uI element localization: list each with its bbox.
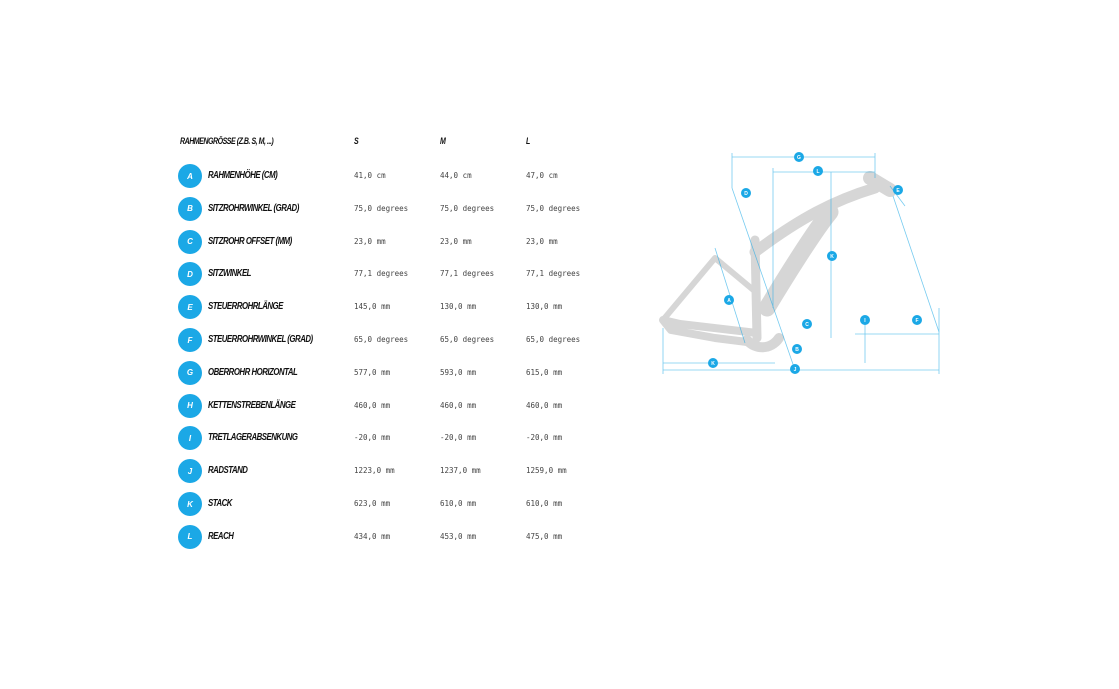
value-l: 47,0 cm (526, 171, 558, 180)
svg-text:E: E (896, 188, 900, 194)
table-row (178, 525, 638, 551)
table-row (178, 394, 638, 420)
value-l: 75,0 degrees (526, 203, 581, 213)
row-label: KETTENSTREBENLÄNGE (208, 399, 296, 411)
marker-g (794, 152, 804, 162)
table-row (178, 262, 638, 288)
row-key-badge: C (178, 230, 202, 254)
value-l: 460,0 mm (526, 400, 563, 410)
svg-text:B: B (795, 347, 799, 353)
table-row (178, 459, 638, 485)
row-key-badge: A (178, 164, 202, 188)
svg-text:D: D (744, 191, 748, 197)
value-m: -20,0 mm (440, 433, 477, 443)
value-l: 1259,0 mm (526, 466, 567, 476)
svg-text:K: K (830, 254, 834, 260)
row-label: STACK (208, 498, 232, 509)
value-s: 77,1 degrees (354, 269, 409, 279)
value-l: 77,1 degrees (526, 269, 581, 279)
value-s: -20,0 mm (354, 433, 391, 443)
table-row (178, 230, 638, 256)
value-s: 577,0 mm (354, 367, 391, 377)
value-m: 1237,0 mm (440, 466, 481, 476)
value-m: 460,0 mm (440, 400, 477, 410)
table-row (178, 164, 638, 190)
table-row (178, 426, 638, 452)
value-s: 145,0 mm (354, 302, 391, 312)
table-row (178, 361, 638, 387)
value-m: 23,0 mm (440, 236, 472, 246)
value-s: 1223,0 mm (354, 466, 395, 476)
row-key-badge: D (178, 262, 202, 286)
value-m: 593,0 mm (440, 367, 477, 377)
row-key-badge: F (178, 328, 202, 352)
value-m: 65,0 degrees (440, 335, 495, 344)
value-s: 623,0 mm (354, 499, 391, 508)
marker-k-main (827, 251, 837, 261)
bike-frame (663, 178, 890, 347)
marker-d (741, 188, 751, 198)
svg-text:I: I (864, 318, 866, 324)
row-label: REACH (208, 530, 234, 542)
value-l: 130,0 mm (526, 302, 563, 312)
marker-l (813, 166, 823, 176)
row-label: RAHMENHÖHE (CM) (208, 170, 278, 181)
row-key-badge: I (178, 426, 202, 450)
table-row (178, 197, 638, 223)
row-key-badge: B (178, 197, 202, 221)
svg-text:G: G (797, 155, 801, 161)
value-l: 615,0 mm (526, 367, 563, 377)
size-header-m: M (440, 136, 446, 146)
value-m: 130,0 mm (440, 302, 477, 312)
value-m: 610,0 mm (440, 499, 477, 508)
row-key-badge: K (178, 492, 202, 516)
value-s: 75,0 degrees (354, 203, 409, 213)
value-s: 460,0 mm (354, 400, 391, 410)
value-s: 23,0 mm (354, 236, 386, 246)
value-m: 75,0 degrees (440, 203, 495, 213)
value-l: 610,0 mm (526, 499, 563, 508)
table-row (178, 328, 638, 354)
row-label: STEUERROHRLÄNGE (208, 301, 283, 313)
table-row (178, 295, 638, 321)
marker-j (790, 364, 800, 374)
value-s: 41,0 cm (354, 171, 386, 180)
size-header-l: L (526, 136, 530, 146)
marker-a (724, 295, 734, 305)
value-m: 453,0 mm (440, 531, 477, 541)
row-key-badge: G (178, 361, 202, 385)
marker-b (792, 344, 802, 354)
value-l: -20,0 mm (526, 433, 563, 443)
svg-text:F: F (915, 318, 919, 324)
svg-text:C: C (805, 322, 809, 328)
frame-size-header: RAHMENGRÖSSE (Z.B. S, M, ...) (180, 136, 274, 146)
table-header-row (178, 134, 638, 160)
marker-c (802, 319, 812, 329)
svg-text:J: J (793, 367, 797, 373)
value-s: 65,0 degrees (354, 335, 409, 344)
row-label: SITZROHR OFFSET (MM) (208, 235, 292, 247)
row-label: TRETLAGERABSENKUNG (208, 432, 298, 444)
row-key-badge: E (178, 295, 202, 319)
row-key-badge: H (178, 394, 202, 418)
row-label: RADSTAND (208, 465, 248, 477)
row-label: SITZROHRWINKEL (GRAD) (208, 202, 299, 214)
size-header-s: S (354, 136, 359, 146)
marker-k-bottom (708, 358, 718, 368)
value-s: 434,0 mm (354, 531, 391, 541)
table-row (178, 492, 638, 518)
svg-text:A: A (727, 298, 731, 304)
value-m: 44,0 cm (440, 171, 472, 180)
marker-f (912, 315, 922, 325)
value-l: 23,0 mm (526, 236, 558, 246)
marker-e (893, 185, 903, 195)
value-l: 65,0 degrees (526, 335, 581, 344)
row-key-badge: L (178, 525, 202, 549)
bike-geometry-diagram (655, 148, 940, 380)
marker-i (860, 315, 870, 325)
svg-text:L: L (816, 169, 820, 175)
row-label: OBERROHR HORIZONTAL (208, 366, 298, 378)
row-key-badge: J (178, 459, 202, 483)
row-label: STEUERROHRWINKEL (GRAD) (208, 334, 313, 345)
value-l: 475,0 mm (526, 531, 563, 541)
svg-text:K: K (711, 361, 715, 367)
row-label: SITZWINKEL (208, 268, 251, 280)
value-m: 77,1 degrees (440, 269, 495, 279)
